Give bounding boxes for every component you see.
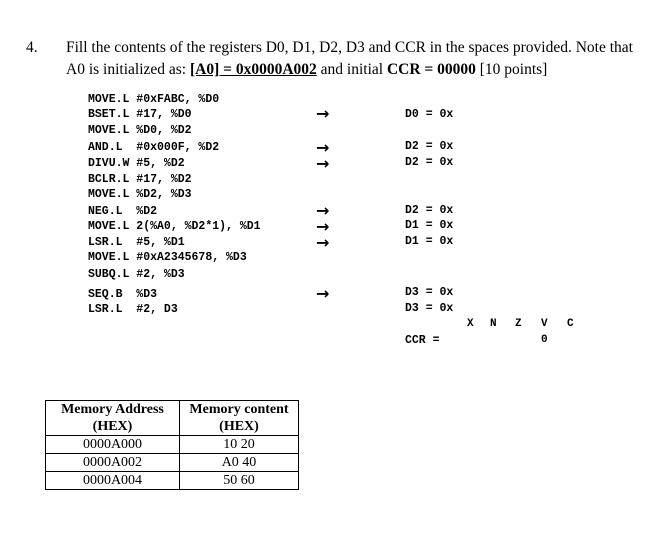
a0-mid: and initial	[316, 61, 387, 78]
a0-prefix: A0 is initialized as:	[66, 61, 190, 78]
ccr-init-value: CCR = 00000	[386, 61, 476, 78]
memory-content: 50 60	[180, 472, 299, 490]
a0-init-value: [A0] = 0x0000A002	[189, 61, 317, 78]
register-d2-a[interactable]: D2 = 0x	[405, 140, 454, 153]
code-line-12: SUBQ.L #2, %D3	[88, 268, 185, 281]
code-line-3: MOVE.L %D0, %D2	[88, 124, 192, 137]
memory-table	[45, 400, 299, 490]
register-d2-c[interactable]: D2 = 0x	[405, 204, 454, 217]
code-line-10: LSR.L #5, %D1	[88, 236, 185, 249]
flag-c-label: C	[567, 318, 574, 330]
table-row	[46, 454, 299, 472]
code-line-2: BSET.L #17, %D0	[88, 108, 192, 121]
memory-address-header: Memory Address (HEX)	[46, 401, 180, 436]
flag-n-label: N	[490, 318, 497, 330]
flag-v-label: V	[541, 318, 548, 330]
arrow-icon: →	[316, 138, 330, 157]
arrow-icon: →	[316, 104, 330, 123]
code-line-9: MOVE.L 2(%A0, %D2*1), %D1	[88, 220, 261, 233]
code-line-11: MOVE.L #0xA2345678, %D3	[88, 251, 247, 264]
code-line-8: NEG.L %D2	[88, 205, 158, 218]
register-d3-a[interactable]: D3 = 0x	[405, 286, 454, 299]
register-d1-a[interactable]: D1 = 0x	[405, 219, 454, 232]
question-number: 4.	[26, 39, 38, 56]
table-row	[46, 436, 299, 454]
register-d2-b[interactable]: D2 = 0x	[405, 156, 454, 169]
flag-z-label: Z	[515, 318, 522, 330]
flag-v-value[interactable]: 0	[541, 334, 548, 346]
points: [10 points]	[475, 61, 548, 78]
code-line-4: AND.L #0x000F, %D2	[88, 141, 220, 154]
code-line-1: MOVE.L #0xFABC, %D0	[88, 93, 220, 106]
code-line-13: SEQ.B %D3	[88, 288, 158, 301]
register-d3-b[interactable]: D3 = 0x	[405, 302, 454, 315]
arrow-icon: →	[316, 284, 330, 303]
ccr-label: CCR =	[405, 334, 440, 347]
memory-address: 0000A002	[46, 454, 180, 472]
code-line-6: BCLR.L #17, %D2	[88, 173, 192, 186]
arrow-icon: →	[316, 217, 330, 236]
memory-content: 10 20	[180, 436, 299, 454]
memory-address: 0000A004	[46, 472, 180, 490]
memory-content: A0 40	[180, 454, 299, 472]
arrow-icon: →	[316, 201, 330, 220]
code-line-7: MOVE.L %D2, %D3	[88, 188, 192, 201]
code-line-5: DIVU.W #5, %D2	[88, 157, 185, 170]
arrow-icon: →	[316, 233, 330, 252]
table-header-row	[46, 401, 299, 436]
code-line-14: LSR.L #2, D3	[88, 303, 178, 316]
memory-content-header: Memory content (HEX)	[180, 401, 299, 436]
question-line-2	[66, 61, 547, 79]
question-line-1: Fill the contents of the registers D0, D1, D2, D3 and CCR in the spaces provided. Note that	[66, 39, 633, 56]
memory-address: 0000A000	[46, 436, 180, 454]
register-d1-b[interactable]: D1 = 0x	[405, 235, 454, 248]
flag-x-label: X	[467, 318, 474, 330]
register-d0[interactable]: D0 = 0x	[405, 108, 454, 121]
table-row	[46, 472, 299, 490]
arrow-icon: →	[316, 154, 330, 173]
